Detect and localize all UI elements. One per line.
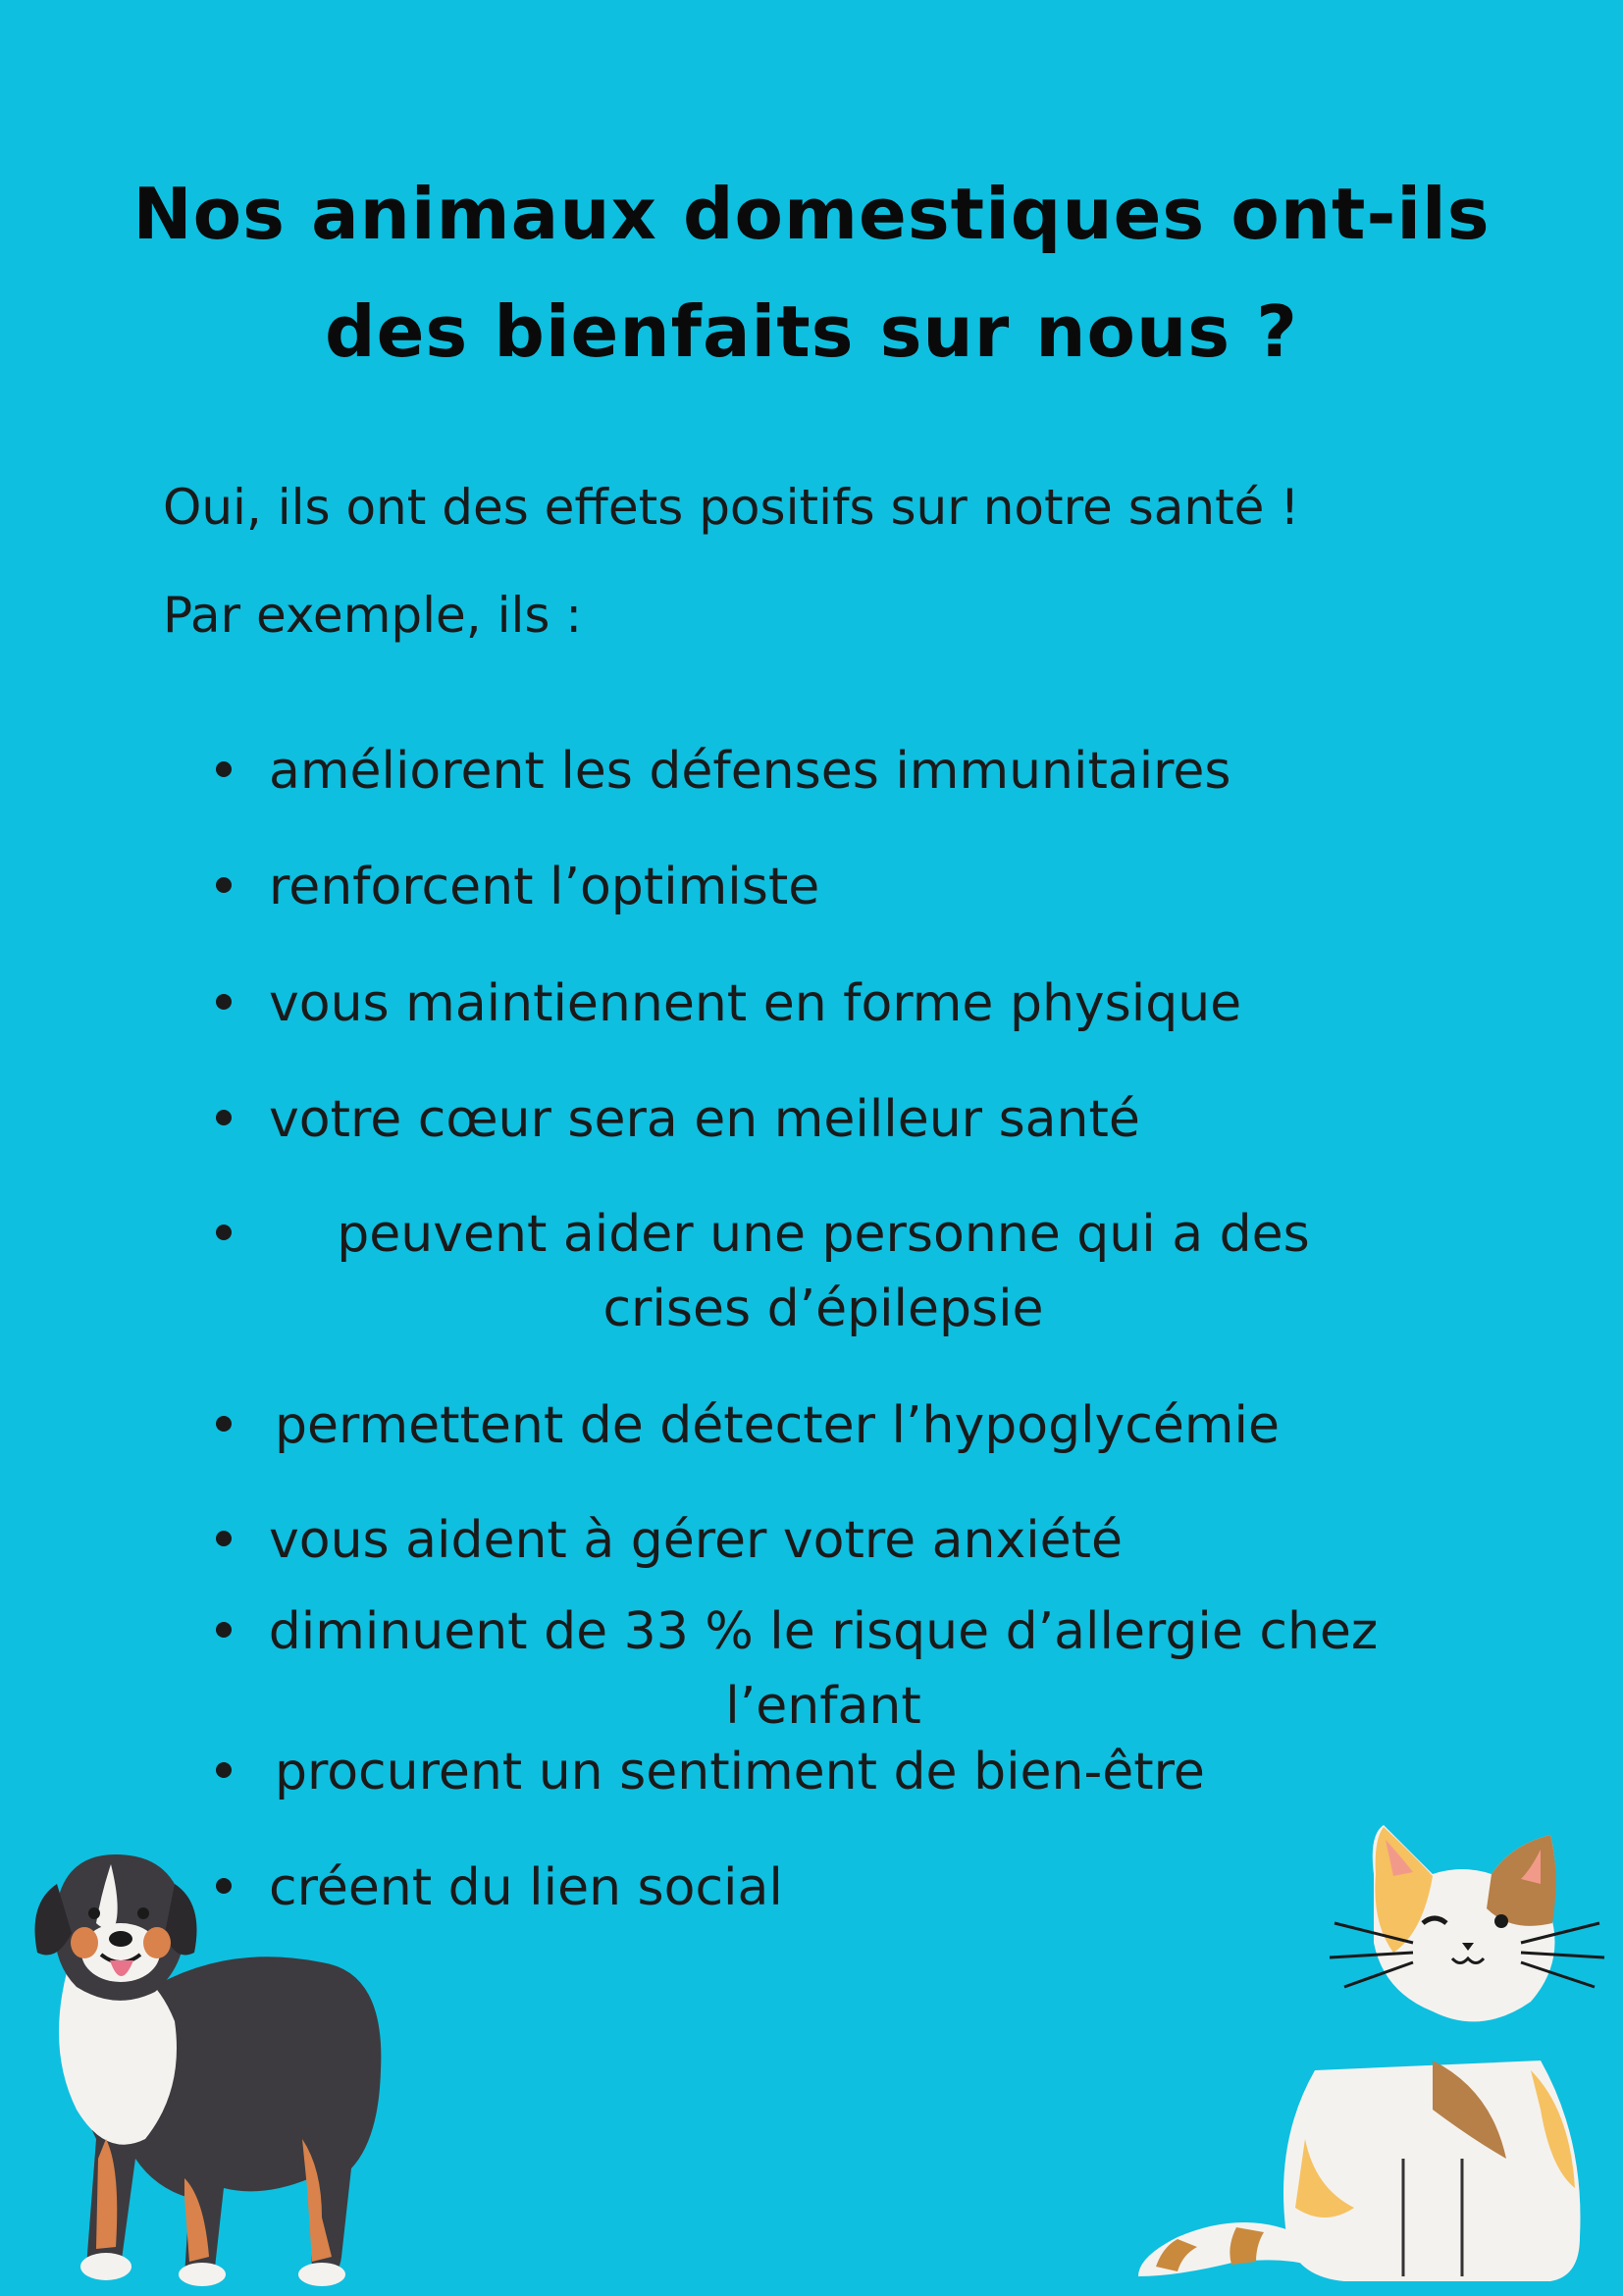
list-item-text: vous aident à gérer votre anxiété — [269, 1511, 1124, 1570]
list-item-text: diminuent de 33 % le risque d’allergie chez l’enfant — [268, 1602, 1379, 1736]
bullet-icon — [216, 761, 232, 777]
bullet-icon — [216, 1622, 232, 1638]
bullet-icon — [216, 994, 232, 1010]
bullet-icon — [216, 877, 232, 893]
bullet-icon — [216, 1110, 232, 1125]
bullet-icon — [216, 1416, 232, 1432]
intro-example: Par exemple, ils : — [163, 587, 583, 644]
bullet-icon — [216, 1531, 232, 1546]
list-item-text: votre cœur sera en meilleur santé — [269, 1090, 1140, 1149]
bullet-icon — [216, 1762, 232, 1778]
list-item-text: améliorent les défenses immunitaires — [269, 742, 1231, 801]
cat-illustration — [1119, 1815, 1609, 2296]
title-line-2: des bienfaits sur nous ? — [325, 290, 1298, 373]
list-item-text: procurent un sentiment de bien-être — [275, 1743, 1205, 1801]
page-title — [118, 155, 1505, 391]
list-item-text: peuvent aider une personne qui a des crises d’épilepsie — [337, 1205, 1310, 1338]
bullet-icon — [216, 1225, 232, 1240]
list-item-text: vous maintiennent en forme physique — [269, 974, 1242, 1033]
intro-statement: Oui, ils ont des effets positifs sur notre santé ! — [163, 479, 1300, 536]
list-item-text: créent du lien social — [269, 1858, 783, 1917]
list-item-text: renforcent l’optimiste — [269, 858, 820, 916]
title-line-1: Nos animaux domestiques ont-ils — [132, 173, 1491, 255]
list-item-text: permettent de détecter l’hypoglycémie — [275, 1396, 1280, 1455]
dog-illustration — [27, 1845, 400, 2296]
